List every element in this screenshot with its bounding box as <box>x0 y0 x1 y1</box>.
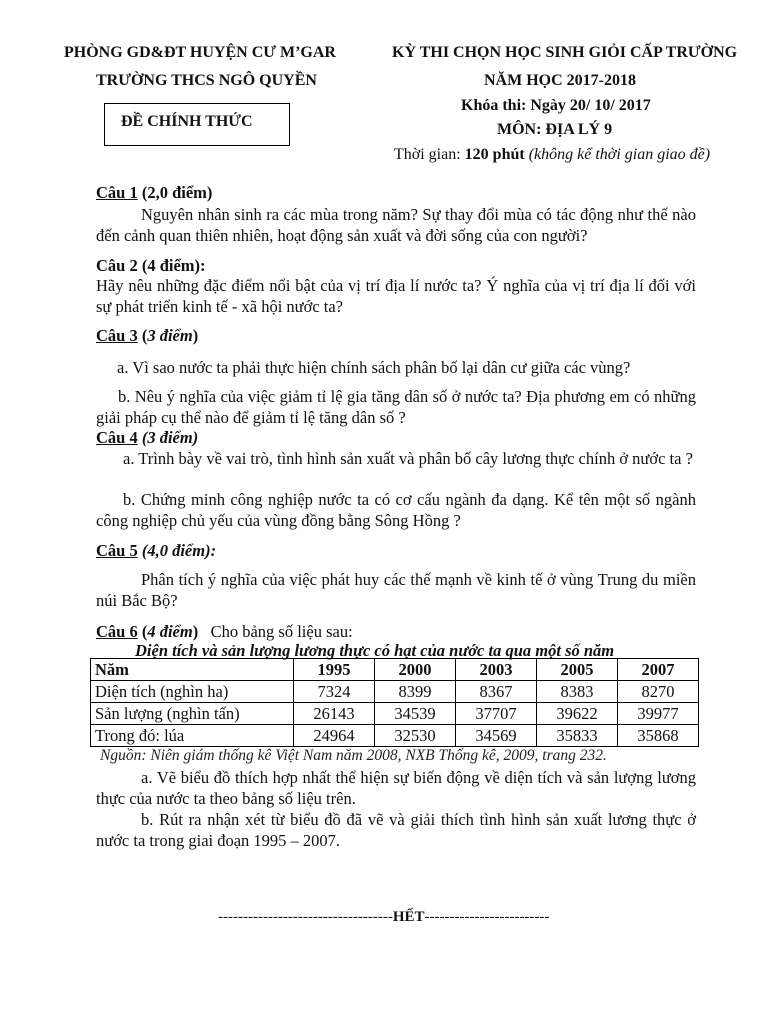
table-cell: 26143 <box>294 703 375 725</box>
department-name: PHÒNG GD&ĐT HUYỆN CƯ M’GAR <box>64 44 336 61</box>
table-header-cell: 1995 <box>294 659 375 681</box>
table-cell: 8399 <box>375 681 456 703</box>
table-cell: Trong đó: lúa <box>91 725 294 747</box>
table-header-cell: 2005 <box>537 659 618 681</box>
question-6b: b. Rút ra nhận xét từ biểu đồ đã vẽ và giải thích tình hình sản xuất lương thực ở nước ta trong giai đoạn 1995 – 2007. <box>96 810 696 850</box>
table-cell: 7324 <box>294 681 375 703</box>
question-4-heading: Câu 4 (3 điểm) <box>96 428 199 447</box>
data-table <box>90 658 699 747</box>
table-cell: 24964 <box>294 725 375 747</box>
table-header-row <box>91 659 699 681</box>
official-exam-box: ĐỀ CHÍNH THỨC <box>104 103 290 146</box>
table-cell: 8383 <box>537 681 618 703</box>
table-cell: 37707 <box>456 703 537 725</box>
table-header-cell: Năm <box>91 659 294 681</box>
table-title: Diện tích và sản lượng lương thực có hạt của nước ta qua một số năm <box>135 641 615 660</box>
table-cell: Diện tích (nghìn ha) <box>91 681 294 703</box>
table-cell: 32530 <box>375 725 456 747</box>
table-cell: 35833 <box>537 725 618 747</box>
table-cell: 34569 <box>456 725 537 747</box>
question-6a: a. Vẽ biểu đồ thích hợp nhất thể hiện sự biến động về diện tích và sản lượng lương thực của nước ta theo bảng số liệu trên. <box>96 768 696 808</box>
school-year: NĂM HỌC 2017-2018 <box>484 72 636 89</box>
question-3-heading: Câu 3 (3 điểm) <box>96 326 199 345</box>
question-3b: b. Nêu ý nghĩa của việc giảm tỉ lệ gia tăng dân số ở nước ta? Địa phương em có những giải pháp cụ thể nào để giảm tỉ lệ tăng dân số ? <box>96 387 696 427</box>
time-allowed: Thời gian: 120 phút (không kể thời gian giao đề) <box>394 146 711 163</box>
question-1-text: Nguyên nhân sinh ra các mùa trong năm? Sự thay đổi mùa có tác động như thế nào đến cảnh quan thiên nhiên, hoạt động sản xuất và đời sống của con người? <box>96 205 696 245</box>
question-6-heading: Câu 6 (4 điểm) Cho bảng số liệu sau: <box>96 622 353 641</box>
question-5-heading: Câu 5 (4,0 điểm): <box>96 541 217 560</box>
question-3a: a. Vì sao nước ta phải thực hiện chính sách phân bố lại dân cư giữa các vùng? <box>117 358 631 377</box>
table-header-cell: 2007 <box>618 659 699 681</box>
question-1-heading: Câu 1 (2,0 điểm) <box>96 183 213 202</box>
subject: MÔN: ĐỊA LÝ 9 <box>497 121 613 138</box>
table-header-cell: 2000 <box>375 659 456 681</box>
question-4b: b. Chứng minh công nghiệp nước ta có cơ cấu ngành đa dạng. Kể tên một số ngành công nghiệp chủ yếu của vùng đồng bằng Sông Hồng ? <box>96 490 696 530</box>
exam-date: Khóa thi: Ngày 20/ 10/ 2017 <box>461 97 651 114</box>
question-2-heading: Câu 2 (4 điểm): <box>96 256 206 275</box>
table-cell: 34539 <box>375 703 456 725</box>
question-4a: a. Trình bày về vai trò, tình hình sản xuất và phân bố cây lương thực chính ở nước ta ? <box>123 449 693 468</box>
end-marker: -----------------------------------HẾT------------------------- <box>218 909 550 925</box>
table-row <box>91 703 699 725</box>
question-5-text: Phân tích ý nghĩa của việc phát huy các thế mạnh về kinh tế ở vùng Trung du miền núi Bắc Bộ? <box>96 570 696 610</box>
question-2-text: Hãy nêu những đặc điểm nổi bật của vị trí địa lí nước ta? Ý nghĩa của vị trí địa lí đối với sự phát triển kinh tế - xã hội nước ta? <box>96 276 696 316</box>
school-name: TRƯỜNG THCS NGÔ QUYỀN <box>96 72 317 89</box>
table-header-cell: 2003 <box>456 659 537 681</box>
table-row <box>91 725 699 747</box>
table-cell: 8367 <box>456 681 537 703</box>
table-cell: 35868 <box>618 725 699 747</box>
table-source: Nguồn: Niên giám thống kê Việt Nam năm 2008, NXB Thống kê, 2009, trang 232. <box>100 747 607 764</box>
table-cell: 39622 <box>537 703 618 725</box>
table-row <box>91 681 699 703</box>
table-cell: 39977 <box>618 703 699 725</box>
table-cell: Sản lượng (nghìn tấn) <box>91 703 294 725</box>
table-cell: 8270 <box>618 681 699 703</box>
exam-title: KỲ THI CHỌN HỌC SINH GIỎI CẤP TRƯỜNG <box>392 44 738 61</box>
